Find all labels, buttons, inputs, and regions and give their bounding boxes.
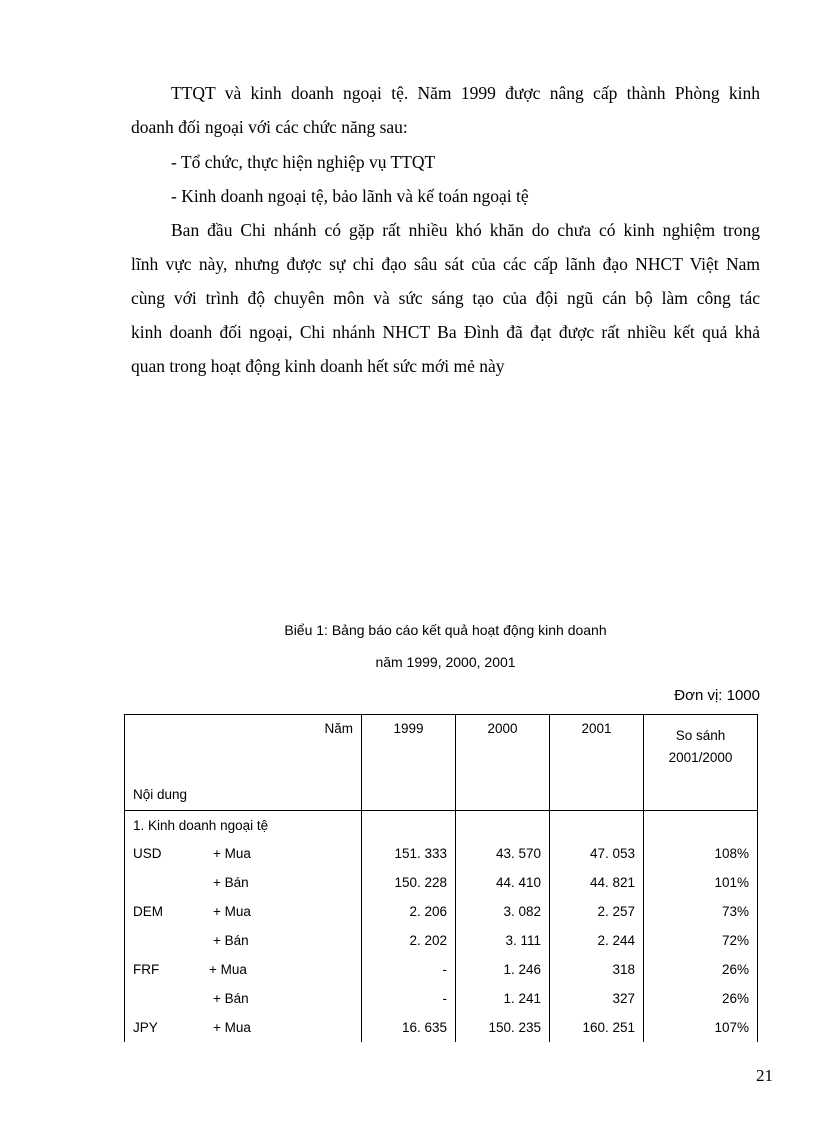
page-number: 21 xyxy=(756,1066,773,1085)
table-row xyxy=(125,1013,758,1042)
value-1999: 16. 635 xyxy=(362,1013,456,1042)
header-year-1999: 1999 xyxy=(362,715,456,811)
table-row xyxy=(125,984,758,1013)
text-line: - Tổ chức, thực hiện nghiệp vụ TTQT xyxy=(171,152,436,172)
operation-label: + Bán xyxy=(213,875,249,890)
value-2000: 3. 082 xyxy=(456,897,550,926)
text-line: kinh doanh đối ngoại, Chi nhánh NHCT Ba Đình đã đạt được rất nhiều kết quả khả xyxy=(131,322,760,342)
text-line: lĩnh vực này, nhưng được sự chỉ đạo sâu sát của các cấp lãnh đạo NHCT Việt Nam xyxy=(131,254,760,274)
value-1999: - xyxy=(362,984,456,1013)
text-line: TTQT và kinh doanh ngoại tệ. Năm 1999 được nâng cấp thành Phòng kinh xyxy=(171,83,760,103)
value-2000: 1. 241 xyxy=(456,984,550,1013)
ratio-value: 108% xyxy=(644,839,758,868)
ratio-value: 107% xyxy=(644,1013,758,1042)
header-corner-cell xyxy=(125,715,362,811)
value-1999: 2. 206 xyxy=(362,897,456,926)
value-2001: 47. 053 xyxy=(550,839,644,868)
operation-label: + Mua xyxy=(213,904,251,919)
operation-label: + Bán xyxy=(213,991,249,1006)
header-compare-line1: So sánh xyxy=(675,728,726,743)
value-1999: 151. 333 xyxy=(362,839,456,868)
text-line: cùng với trình độ chuyên môn và sức sáng tạo của đội ngũ cán bộ làm công tác xyxy=(131,288,760,308)
ratio-value: 26% xyxy=(644,955,758,984)
header-compare-line2: 2001/2000 xyxy=(668,750,733,765)
value-2000: 43. 570 xyxy=(456,839,550,868)
value-2001: 318 xyxy=(550,955,644,984)
bullet-item-ttqt xyxy=(131,145,760,179)
header-year-2000: 2000 xyxy=(456,715,550,811)
value-2001: 2. 257 xyxy=(550,897,644,926)
paragraph-ban-dau xyxy=(131,213,760,383)
currency-label: DEM xyxy=(133,904,163,919)
ratio-value: 101% xyxy=(644,868,758,897)
ratio-value: 26% xyxy=(644,984,758,1013)
ratio-value: 72% xyxy=(644,926,758,955)
operation-label: + Mua xyxy=(213,1020,251,1035)
unit-label: Đơn vị: 1000 xyxy=(674,687,760,704)
value-2001: 44. 821 xyxy=(550,868,644,897)
results-table xyxy=(124,714,758,1042)
header-year-2001: 2001 xyxy=(550,715,644,811)
value-2000: 3. 111 xyxy=(456,926,550,955)
table-row xyxy=(125,926,758,955)
table-row xyxy=(125,868,758,897)
text-line: - Kinh doanh ngoại tệ, bảo lãnh và kế toán ngoại tệ xyxy=(171,186,529,206)
ratio-value: 73% xyxy=(644,897,758,926)
operation-label: + Mua xyxy=(209,962,247,977)
value-2000: 44. 410 xyxy=(456,868,550,897)
text-line: quan trong hoạt động kinh doanh hết sức mới mẻ này xyxy=(131,356,505,376)
value-2000: 150. 235 xyxy=(456,1013,550,1042)
header-content-label: Nội dung xyxy=(133,787,188,802)
currency-label: FRF xyxy=(133,962,160,977)
bullet-item-kinh-doanh xyxy=(131,179,760,213)
text-line: doanh đối ngoại với các chức năng sau: xyxy=(131,117,408,137)
value-2000: 1. 246 xyxy=(456,955,550,984)
table-caption-title: Biểu 1: Bảng báo cáo kết quả hoạt động kinh doanh xyxy=(284,622,607,638)
currency-label: JPY xyxy=(133,1020,158,1035)
value-2001: 160. 251 xyxy=(550,1013,644,1042)
table-row xyxy=(125,839,758,868)
table-row xyxy=(125,897,758,926)
section-title: 1. Kinh doanh ngoại tệ xyxy=(125,811,362,840)
table-caption-years: năm 1999, 2000, 2001 xyxy=(375,654,516,670)
header-year-label: Năm xyxy=(324,721,353,736)
currency-label: USD xyxy=(133,846,162,861)
value-2001: 327 xyxy=(550,984,644,1013)
value-1999: 150. 228 xyxy=(362,868,456,897)
operation-label: + Bán xyxy=(213,933,249,948)
section-row xyxy=(125,811,758,840)
table-header-row xyxy=(125,715,758,811)
header-compare xyxy=(644,715,758,811)
value-2001: 2. 244 xyxy=(550,926,644,955)
paragraph-intro xyxy=(131,76,760,144)
value-1999: 2. 202 xyxy=(362,926,456,955)
value-1999: - xyxy=(362,955,456,984)
operation-label: + Mua xyxy=(213,846,251,861)
table-row xyxy=(125,955,758,984)
text-line: Ban đầu Chi nhánh có gặp rất nhiều khó khăn do chưa có kinh nghiệm trong xyxy=(171,220,760,240)
